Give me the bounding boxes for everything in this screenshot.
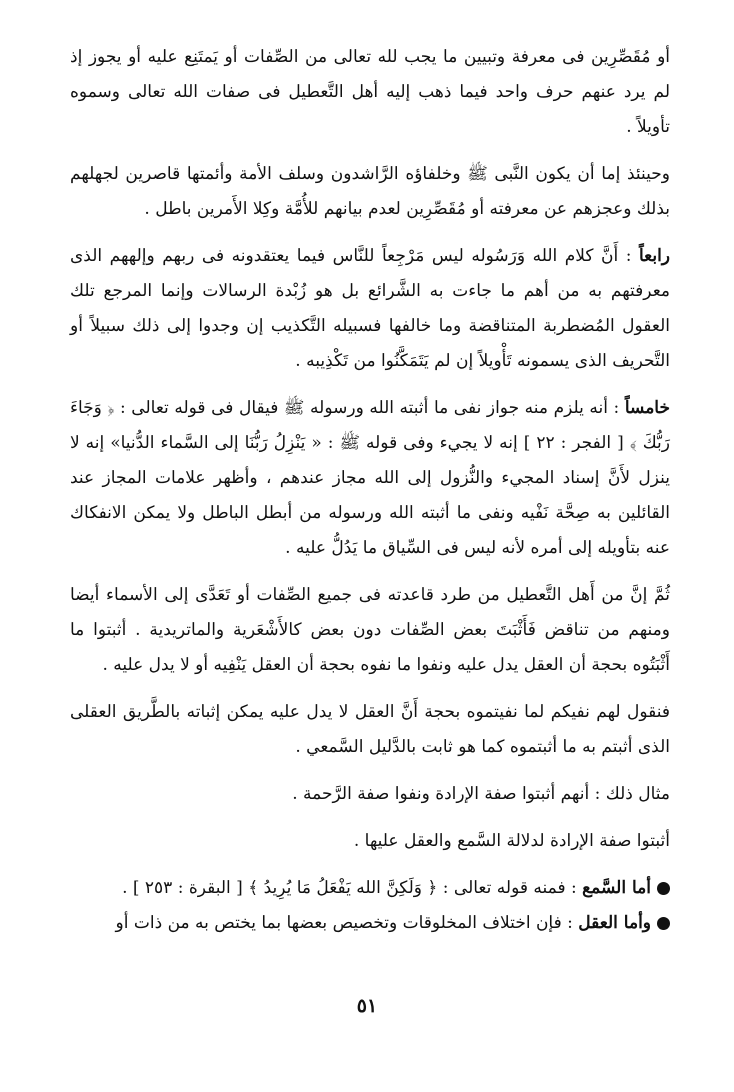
bullet-item-reason [70, 906, 670, 941]
paragraph-fifth [70, 391, 670, 566]
bullet-dot-icon [657, 882, 670, 895]
bullet-list [70, 871, 670, 941]
paragraph-2: وحينئذ إما أن يكون النَّبى ﷺ وخلفاؤه الرَّاشدون وسلف الأمة وأئمتها قاصرين لجهلهم بذلك وعجزهم عن معرفته أو مُقَصِّرِين لعدم بيانهم للأُمَّة وكِلا الأَمرين باطل . [70, 164, 670, 219]
bullet-dot-icon [657, 917, 670, 930]
bullet-text-reason: : فإن اختلاف المخلوقات وتخصيص بعضها بما يختص به من ذات أو [115, 913, 579, 933]
paragraph-5: مثال ذلك : أنهم أثبتوا صفة الإرادة ونفوا صفة الرَّحمة . [292, 784, 670, 804]
page-number: ٥١ [356, 995, 378, 1017]
fifth-label: خامساً [624, 398, 670, 418]
fifth-text: : أنه يلزم منه جواز نفى ما أثبته الله ورسوله ﷺ فيقال فى قوله تعالى : ﴿ وَجَاءَ رَبُّكَ ﴾ [ الفجر : ٢٢ ] إنه لا يجيء وفى قوله ﷺ : « يَنْزِلُ رَبُّنَا إلى السَّماء الدُّنيا» إنه لا ينزل لأَنَّ إسناد المجيء والنُّزول إلى الله مجاز عندهم ، وأظهر علامات المجاز عند القائلين به صِحَّة نَفْيه ونفى ما أثبته الله ورسوله من أبطل الباطل ولا يمكن الانفكاك عنه بتأويله إلى أمره لأنه ليس فى السِّياق ما يَدُلُّ عليه . [70, 398, 670, 558]
bullet-label-reason: وأما العقل [578, 913, 651, 933]
paragraph-1: أو مُقَصِّرِين فى معرفة وتبيين ما يجب لله تعالى من الصِّفات أو يَمتَنِع عليه أو يجوز إذ لم يرد عنهم حرف واحد فيما ذهب إليه أهل التَّعطيل فى صفات الله تعالى وسموه تأويلاً . [70, 47, 670, 137]
bullet-item-hearing [70, 871, 670, 906]
paragraph-3: ثُمَّ إنَّ من أَهل التَّعطيل من طرد قاعدته فى جميع الصِّفات أو تَعَدَّى إلى الأسماء أيضا ومنهم من تناقض فَأَثْبَتَ بعض الصِّفات دون بعض كالأَشْعَرية والماتريدية . أثبتوا ما أَثْبَتُوه بحجة أن العقل يدل عليه ونفوا ما نفوه بحجة أن العقل يَنْفِيه أو لا يدل عليه . [70, 585, 670, 675]
paragraph-4: فنقول لهم نفيكم لما نفيتموه بحجة أَنَّ العقل لا يدل عليه يمكن إثباته بالطَّريق العقلى الذى أثبتم به ما أثبتموه كما هو ثابت بالدَّليل السَّمعي . [70, 702, 670, 757]
page-body [70, 40, 670, 941]
fourth-label: رابعاً [638, 246, 671, 266]
bullet-text-hearing: : فمنه قوله تعالى : ﴿ وَلَكِنَّ الله يَفْعَلُ مَا يُرِيدُ ﴾ [ البقرة : ٢٥٣ ] . [122, 878, 583, 898]
paragraph-6: أثبتوا صفة الإرادة لدلالة السَّمع والعقل عليها . [353, 831, 670, 851]
bullet-label-hearing: أما السَّمع [582, 878, 651, 898]
fourth-text: : أَنَّ كلام الله وَرَسُوله ليس مَرْجِعاً للنَّاس فيما يعتقدونه فى ربهم وإلههم الذى معرفتهم به من أهم ما جاءت به الشَّرائع بل هو زُبْدة الرسالات وإنما المرجع تلك العقول المُضطربة المتناقضة وما خالفها فسبيله التَّكذيب إن وجدوا إلى ذلك سبيلاً أو التَّحريف الذى يسمونه تَأْويلاً إن لم يَتَمَكَّنُوا من تَكْذِيبه . [70, 246, 670, 371]
paragraph-fourth [70, 239, 670, 379]
